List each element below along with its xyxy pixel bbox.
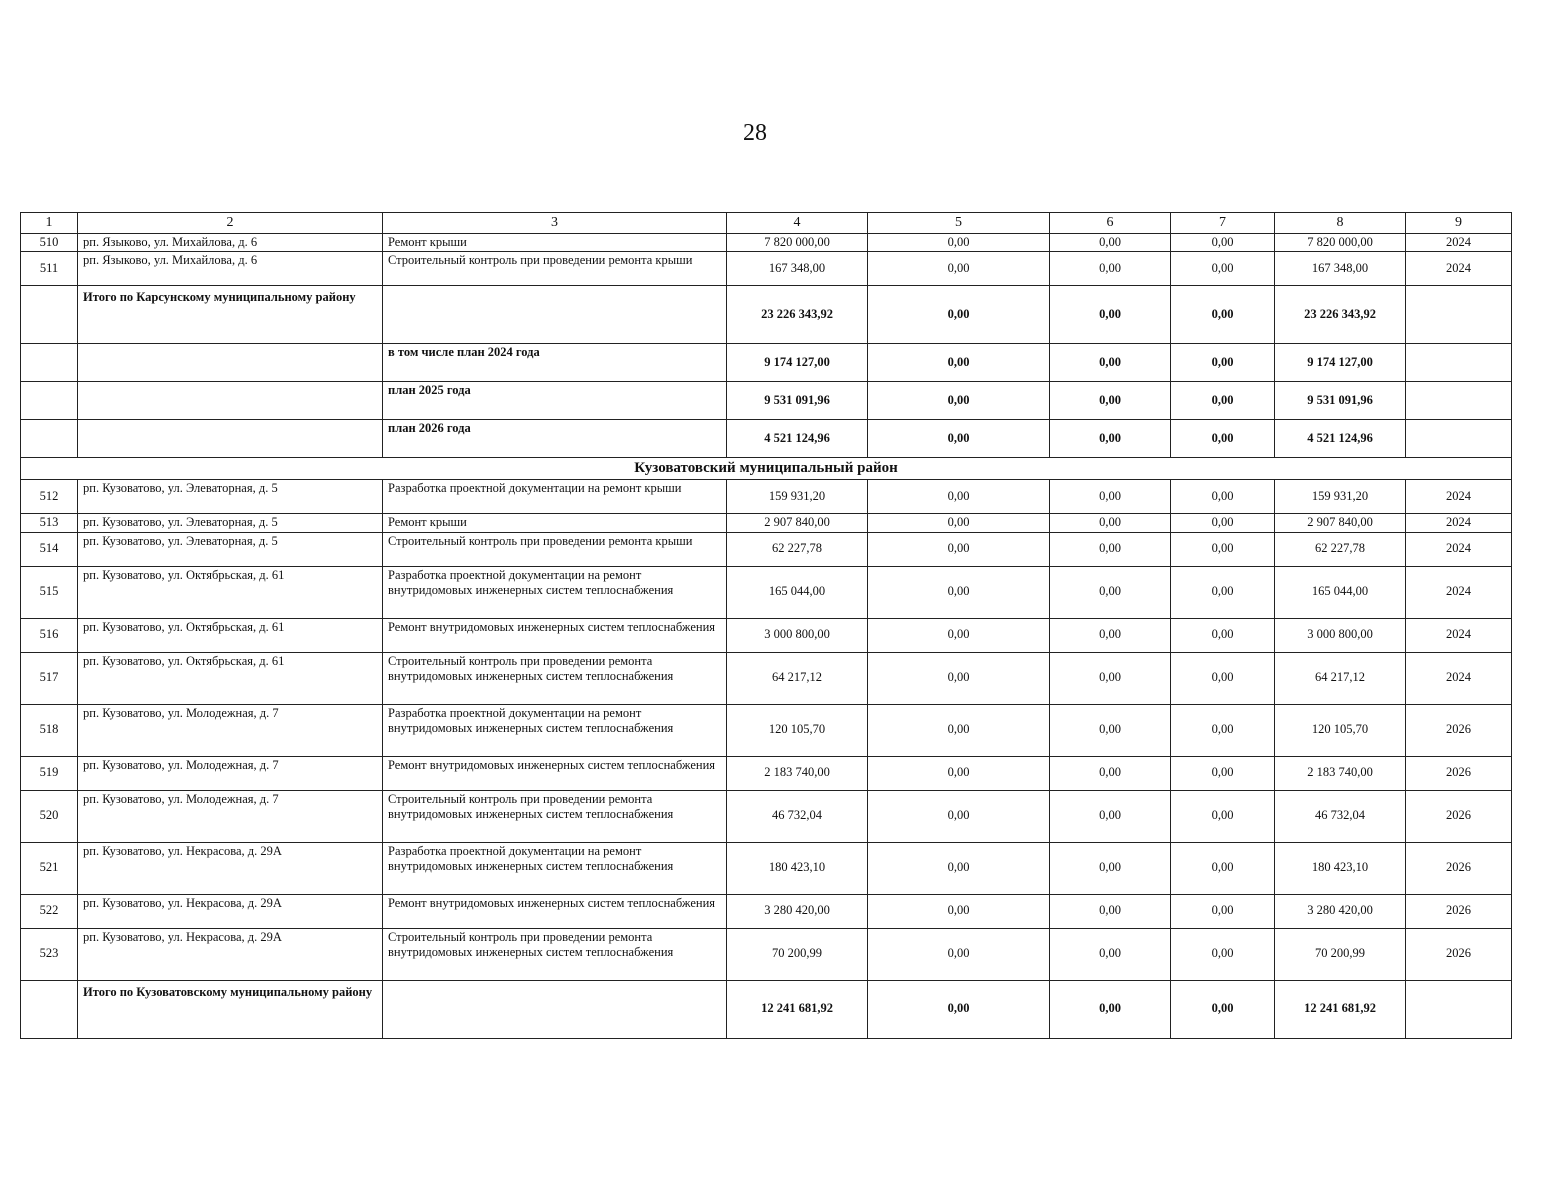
amount-cell: 0,00 — [868, 894, 1050, 928]
amount-cell: 0,00 — [868, 618, 1050, 652]
amount-cell: 46 732,04 — [727, 790, 868, 842]
amount-cell: 64 217,12 — [727, 652, 868, 704]
total-amount-cell: 0,00 — [1171, 286, 1275, 344]
empty-cell — [383, 286, 727, 344]
amount-cell: 0,00 — [1050, 479, 1171, 513]
amount-cell: 0,00 — [1171, 233, 1275, 252]
plan-amount-cell: 0,00 — [1050, 420, 1171, 458]
table-row — [21, 652, 1512, 704]
plan-row — [21, 420, 1512, 458]
table-row — [21, 252, 1512, 286]
total-label: Итого по Кузоватовскому муниципальному району — [78, 980, 383, 1038]
work-type-cell: Строительный контроль при проведении ремонта внутридомовых инженерных систем теплоснабжения — [383, 790, 727, 842]
year-cell: 2026 — [1406, 894, 1512, 928]
total-amount-cell: 0,00 — [1050, 980, 1171, 1038]
amount-cell: 0,00 — [1171, 479, 1275, 513]
plan-row — [21, 344, 1512, 382]
plan-row — [21, 382, 1512, 420]
table-row — [21, 479, 1512, 513]
year-cell: 2024 — [1406, 233, 1512, 252]
year-cell: 2024 — [1406, 532, 1512, 566]
amount-cell: 7 820 000,00 — [1275, 233, 1406, 252]
table-row — [21, 233, 1512, 252]
row-number: 521 — [21, 842, 78, 894]
amount-cell: 2 183 740,00 — [727, 756, 868, 790]
amount-cell: 0,00 — [868, 233, 1050, 252]
amount-cell: 180 423,10 — [1275, 842, 1406, 894]
row-number: 519 — [21, 756, 78, 790]
plan-amount-cell: 0,00 — [868, 420, 1050, 458]
table-row — [21, 756, 1512, 790]
amount-cell: 0,00 — [1050, 894, 1171, 928]
amount-cell: 64 217,12 — [1275, 652, 1406, 704]
work-type-cell: Разработка проектной документации на ремонт внутридомовых инженерных систем теплоснабжения — [383, 566, 727, 618]
amount-cell: 0,00 — [1050, 566, 1171, 618]
address-cell: рп. Кузоватово, ул. Элеваторная, д. 5 — [78, 513, 383, 532]
column-number: 5 — [868, 213, 1050, 234]
row-number: 514 — [21, 532, 78, 566]
amount-cell: 0,00 — [1050, 842, 1171, 894]
address-cell: рп. Кузоватово, ул. Элеваторная, д. 5 — [78, 479, 383, 513]
amount-cell: 0,00 — [1171, 513, 1275, 532]
empty-cell — [1406, 420, 1512, 458]
column-number: 9 — [1406, 213, 1512, 234]
amount-cell: 2 907 840,00 — [727, 513, 868, 532]
address-cell: рп. Кузоватово, ул. Молодежная, д. 7 — [78, 756, 383, 790]
address-cell: рп. Кузоватово, ул. Некрасова, д. 29А — [78, 928, 383, 980]
row-number: 512 — [21, 479, 78, 513]
amount-cell: 0,00 — [1050, 252, 1171, 286]
year-cell: 2024 — [1406, 513, 1512, 532]
plan-amount-cell: 9 531 091,96 — [727, 382, 868, 420]
year-cell: 2024 — [1406, 566, 1512, 618]
plan-amount-cell: 9 531 091,96 — [1275, 382, 1406, 420]
column-number-row — [21, 213, 1512, 234]
plan-amount-cell: 0,00 — [1050, 382, 1171, 420]
amount-cell: 0,00 — [1050, 532, 1171, 566]
year-cell: 2026 — [1406, 928, 1512, 980]
year-cell: 2026 — [1406, 756, 1512, 790]
amount-cell: 0,00 — [1050, 652, 1171, 704]
amount-cell: 2 907 840,00 — [1275, 513, 1406, 532]
total-amount-cell: 0,00 — [1171, 980, 1275, 1038]
empty-cell — [1406, 286, 1512, 344]
amount-cell: 0,00 — [868, 790, 1050, 842]
work-type-cell: Строительный контроль при проведении ремонта внутридомовых инженерных систем теплоснабжения — [383, 928, 727, 980]
total-row — [21, 286, 1512, 344]
address-cell: рп. Языково, ул. Михайлова, д. 6 — [78, 252, 383, 286]
plan-amount-cell: 0,00 — [1171, 344, 1275, 382]
section-header-row — [21, 458, 1512, 480]
amount-cell: 7 820 000,00 — [727, 233, 868, 252]
amount-cell: 62 227,78 — [727, 532, 868, 566]
total-amount-cell: 0,00 — [1050, 286, 1171, 344]
total-amount-cell: 23 226 343,92 — [727, 286, 868, 344]
plan-amount-cell: 0,00 — [868, 382, 1050, 420]
total-amount-cell: 23 226 343,92 — [1275, 286, 1406, 344]
empty-cell — [78, 420, 383, 458]
work-type-cell: Ремонт крыши — [383, 233, 727, 252]
amount-cell: 0,00 — [1171, 652, 1275, 704]
work-type-cell: Разработка проектной документации на ремонт крыши — [383, 479, 727, 513]
plan-amount-cell: 9 174 127,00 — [1275, 344, 1406, 382]
row-number: 510 — [21, 233, 78, 252]
work-type-cell: Разработка проектной документации на ремонт внутридомовых инженерных систем теплоснабжения — [383, 704, 727, 756]
row-number: 511 — [21, 252, 78, 286]
total-amount-cell: 12 241 681,92 — [727, 980, 868, 1038]
plan-amount-cell: 4 521 124,96 — [727, 420, 868, 458]
empty-cell — [21, 344, 78, 382]
amount-cell: 0,00 — [868, 566, 1050, 618]
address-cell: рп. Кузоватово, ул. Некрасова, д. 29А — [78, 894, 383, 928]
amount-cell: 120 105,70 — [727, 704, 868, 756]
column-number: 1 — [21, 213, 78, 234]
plan-amount-cell: 0,00 — [1050, 344, 1171, 382]
work-type-cell: Ремонт крыши — [383, 513, 727, 532]
table-row — [21, 704, 1512, 756]
works-table — [20, 212, 1512, 1039]
amount-cell: 62 227,78 — [1275, 532, 1406, 566]
year-cell: 2026 — [1406, 704, 1512, 756]
amount-cell: 0,00 — [868, 842, 1050, 894]
plan-amount-cell: 0,00 — [868, 344, 1050, 382]
amount-cell: 0,00 — [1171, 894, 1275, 928]
empty-cell — [383, 980, 727, 1038]
amount-cell: 0,00 — [868, 704, 1050, 756]
column-number: 8 — [1275, 213, 1406, 234]
column-number: 2 — [78, 213, 383, 234]
empty-cell — [1406, 344, 1512, 382]
address-cell: рп. Языково, ул. Михайлова, д. 6 — [78, 233, 383, 252]
work-type-cell: Строительный контроль при проведении ремонта крыши — [383, 532, 727, 566]
total-row — [21, 980, 1512, 1038]
amount-cell: 0,00 — [1050, 704, 1171, 756]
amount-cell: 167 348,00 — [1275, 252, 1406, 286]
column-number: 7 — [1171, 213, 1275, 234]
section-title: Кузоватовский муниципальный район — [21, 458, 1512, 480]
year-cell: 2024 — [1406, 618, 1512, 652]
amount-cell: 46 732,04 — [1275, 790, 1406, 842]
empty-cell — [1406, 980, 1512, 1038]
amount-cell: 180 423,10 — [727, 842, 868, 894]
amount-cell: 3 280 420,00 — [727, 894, 868, 928]
table-row — [21, 513, 1512, 532]
amount-cell: 0,00 — [1171, 790, 1275, 842]
amount-cell: 0,00 — [1171, 842, 1275, 894]
year-cell: 2026 — [1406, 842, 1512, 894]
amount-cell: 0,00 — [868, 479, 1050, 513]
address-cell: рп. Кузоватово, ул. Некрасова, д. 29А — [78, 842, 383, 894]
amount-cell: 0,00 — [1050, 790, 1171, 842]
year-cell: 2026 — [1406, 790, 1512, 842]
amount-cell: 3 280 420,00 — [1275, 894, 1406, 928]
row-number: 520 — [21, 790, 78, 842]
row-number: 515 — [21, 566, 78, 618]
amount-cell: 159 931,20 — [727, 479, 868, 513]
address-cell: рп. Кузоватово, ул. Молодежная, д. 7 — [78, 704, 383, 756]
amount-cell: 2 183 740,00 — [1275, 756, 1406, 790]
table-row — [21, 532, 1512, 566]
empty-cell — [78, 344, 383, 382]
table-row — [21, 618, 1512, 652]
empty-cell — [21, 286, 78, 344]
amount-cell: 0,00 — [1171, 928, 1275, 980]
amount-cell: 165 044,00 — [1275, 566, 1406, 618]
plan-label: план 2026 года — [383, 420, 727, 458]
amount-cell: 0,00 — [1050, 756, 1171, 790]
total-amount-cell: 0,00 — [868, 286, 1050, 344]
amount-cell: 0,00 — [1171, 532, 1275, 566]
amount-cell: 3 000 800,00 — [727, 618, 868, 652]
address-cell: рп. Кузоватово, ул. Октябрьская, д. 61 — [78, 652, 383, 704]
amount-cell: 0,00 — [1050, 233, 1171, 252]
work-type-cell: Разработка проектной документации на ремонт внутридомовых инженерных систем теплоснабжения — [383, 842, 727, 894]
amount-cell: 0,00 — [1171, 756, 1275, 790]
amount-cell: 0,00 — [1171, 252, 1275, 286]
plan-label: план 2025 года — [383, 382, 727, 420]
table-row — [21, 566, 1512, 618]
year-cell: 2024 — [1406, 479, 1512, 513]
total-amount-cell: 0,00 — [868, 980, 1050, 1038]
amount-cell: 3 000 800,00 — [1275, 618, 1406, 652]
total-label: Итого по Карсунскому муниципальному району — [78, 286, 383, 344]
empty-cell — [78, 382, 383, 420]
amount-cell: 0,00 — [868, 513, 1050, 532]
work-type-cell: Ремонт внутридомовых инженерных систем теплоснабжения — [383, 756, 727, 790]
plan-amount-cell: 0,00 — [1171, 420, 1275, 458]
page-number: 28 — [743, 120, 767, 146]
work-type-cell: Строительный контроль при проведении ремонта внутридомовых инженерных систем теплоснабжения — [383, 652, 727, 704]
work-type-cell: Ремонт внутридомовых инженерных систем теплоснабжения — [383, 618, 727, 652]
amount-cell: 167 348,00 — [727, 252, 868, 286]
table-row — [21, 842, 1512, 894]
year-cell: 2024 — [1406, 652, 1512, 704]
table-row — [21, 894, 1512, 928]
amount-cell: 0,00 — [868, 252, 1050, 286]
amount-cell: 70 200,99 — [1275, 928, 1406, 980]
amount-cell: 0,00 — [1171, 618, 1275, 652]
row-number: 518 — [21, 704, 78, 756]
address-cell: рп. Кузоватово, ул. Октябрьская, д. 61 — [78, 618, 383, 652]
amount-cell: 0,00 — [1050, 513, 1171, 532]
address-cell: рп. Кузоватово, ул. Элеваторная, д. 5 — [78, 532, 383, 566]
plan-amount-cell: 9 174 127,00 — [727, 344, 868, 382]
row-number: 517 — [21, 652, 78, 704]
total-amount-cell: 12 241 681,92 — [1275, 980, 1406, 1038]
address-cell: рп. Кузоватово, ул. Молодежная, д. 7 — [78, 790, 383, 842]
column-number: 6 — [1050, 213, 1171, 234]
year-cell: 2024 — [1406, 252, 1512, 286]
empty-cell — [1406, 382, 1512, 420]
empty-cell — [21, 980, 78, 1038]
work-type-cell: Строительный контроль при проведении ремонта крыши — [383, 252, 727, 286]
column-number: 4 — [727, 213, 868, 234]
amount-cell: 0,00 — [868, 756, 1050, 790]
row-number: 522 — [21, 894, 78, 928]
row-number: 523 — [21, 928, 78, 980]
amount-cell: 159 931,20 — [1275, 479, 1406, 513]
work-type-cell: Ремонт внутридомовых инженерных систем теплоснабжения — [383, 894, 727, 928]
table-row — [21, 790, 1512, 842]
amount-cell: 70 200,99 — [727, 928, 868, 980]
plan-label: в том числе план 2024 года — [383, 344, 727, 382]
amount-cell: 0,00 — [868, 928, 1050, 980]
empty-cell — [21, 382, 78, 420]
row-number: 513 — [21, 513, 78, 532]
plan-amount-cell: 0,00 — [1171, 382, 1275, 420]
row-number: 516 — [21, 618, 78, 652]
column-number: 3 — [383, 213, 727, 234]
table-row — [21, 928, 1512, 980]
amount-cell: 0,00 — [1050, 618, 1171, 652]
amount-cell: 165 044,00 — [727, 566, 868, 618]
amount-cell: 0,00 — [1171, 566, 1275, 618]
amount-cell: 0,00 — [1050, 928, 1171, 980]
amount-cell: 0,00 — [1171, 704, 1275, 756]
address-cell: рп. Кузоватово, ул. Октябрьская, д. 61 — [78, 566, 383, 618]
amount-cell: 120 105,70 — [1275, 704, 1406, 756]
amount-cell: 0,00 — [868, 532, 1050, 566]
empty-cell — [21, 420, 78, 458]
amount-cell: 0,00 — [868, 652, 1050, 704]
plan-amount-cell: 4 521 124,96 — [1275, 420, 1406, 458]
